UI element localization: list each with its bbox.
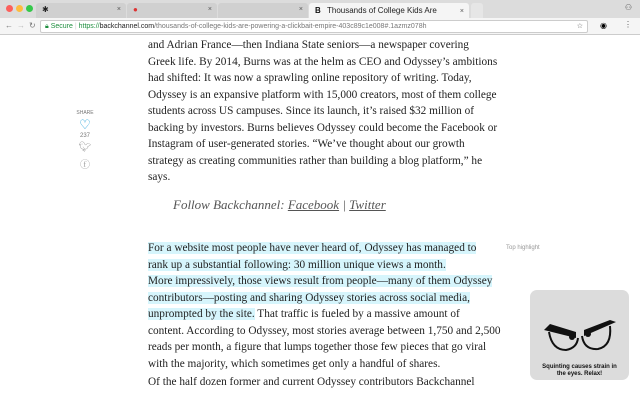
minimize-window-button[interactable]: [16, 5, 23, 12]
top-highlight-label: Top highlight: [506, 245, 540, 251]
reload-button[interactable]: ↻: [29, 21, 36, 30]
chrome-icon: ●: [133, 5, 138, 14]
twitter-link[interactable]: Twitter: [349, 197, 386, 212]
squinting-eyes-icon: [540, 312, 620, 352]
highlighted-text[interactable]: contributors—posting and sharing Odyssey stories across social media,: [148, 291, 470, 304]
squint-warning-popup: Squinting causes strain in the eyes. Relax!: [530, 290, 629, 380]
share-sidebar: SHARE ♡ 237 🐦︎ ⓕ: [70, 110, 100, 171]
article-body: and Adrian France—then Indiana State seniors—a newspaper covering Greek life. By 2014, Burns was at the helm as CEO and Odyssey’s ambitions had shifted: It was now a sprawling online repository of writing. Today, Odyssey is an expansive platform with 15,000 creators, most of them college students across US campuses. Since its launch, it’s raised $32 million of backing by investors. Burns believes Odyssey could become the Facebook or Instagram of user-generated stories. “We’ve thought about our growth strategy as creating communities rather than building a blog platform,” he says.: [148, 39, 498, 183]
back-button[interactable]: ←: [5, 21, 13, 30]
forward-button[interactable]: →: [17, 21, 25, 30]
close-tab-icon[interactable]: ×: [207, 6, 212, 13]
facebook-icon[interactable]: ⓕ: [80, 160, 90, 171]
article-paragraph: For a website most people have never heard of, Odyssey has managed to rank up a substantial following: 30 million unique views a month. More impressively, those views result from people—many of them Odyssey contributors—posting and sharing Odyssey stories across social media, unprompted by the site. That traffic is fueled by a massive amount of content. According to Odyssey, most stories average between 1,750 and 2,500 reads per month, a figure that lumps together those few pieces that go viral with the majority, which sometimes get only a handful of shares. Of the half dozen former and current Odyssey contributors Backchannel: [148, 242, 501, 388]
lock-icon: 🔒︎: [45, 23, 49, 30]
follow-line: Follow Backchannel: Facebook | Twitter: [173, 197, 386, 212]
close-tab-icon[interactable]: ×: [459, 8, 464, 15]
close-window-button[interactable]: [6, 5, 13, 12]
highlighted-text[interactable]: unprompted by the site.: [148, 308, 255, 320]
browser-toolbar: [0, 18, 640, 35]
extension-icon[interactable]: ◉: [600, 21, 607, 30]
menu-icon[interactable]: ⋮: [624, 20, 632, 29]
backchannel-icon: B: [315, 6, 321, 15]
facebook-link[interactable]: Facebook: [287, 197, 340, 212]
bookmark-star-icon[interactable]: ☆: [576, 23, 583, 30]
new-tab-button[interactable]: [471, 3, 483, 18]
twitter-icon[interactable]: 🐦︎: [78, 142, 92, 153]
close-tab-icon[interactable]: ×: [298, 6, 303, 13]
tab-3[interactable]: [218, 3, 308, 18]
highlighted-text[interactable]: For a website most people have never heard of, Odyssey has managed to: [148, 242, 477, 254]
maximize-window-button[interactable]: [26, 5, 33, 12]
heart-icon[interactable]: ♡: [79, 117, 91, 132]
address-bar[interactable]: 🔒︎ Secure | https://backchannel.com/thousands-of-college-kids-are-powering-a-clickbait-empire-403c89c1e008#.1azmz078h ☆: [40, 20, 588, 33]
highlighted-text[interactable]: More impressively, those views result from people—many of them Odyssey: [148, 275, 493, 287]
puzzle-icon: ✱: [42, 5, 49, 14]
tab-2[interactable]: [127, 3, 217, 18]
tab-bar: [0, 0, 640, 18]
highlighted-text[interactable]: rank up a substantial following: 30 million unique views a month.: [148, 258, 446, 271]
close-tab-icon[interactable]: ×: [116, 6, 121, 13]
tab-active[interactable]: B Thousands of College Kids Are ×: [309, 3, 469, 18]
tab-1[interactable]: [36, 3, 126, 18]
profile-icon[interactable]: ⚇: [624, 3, 632, 12]
